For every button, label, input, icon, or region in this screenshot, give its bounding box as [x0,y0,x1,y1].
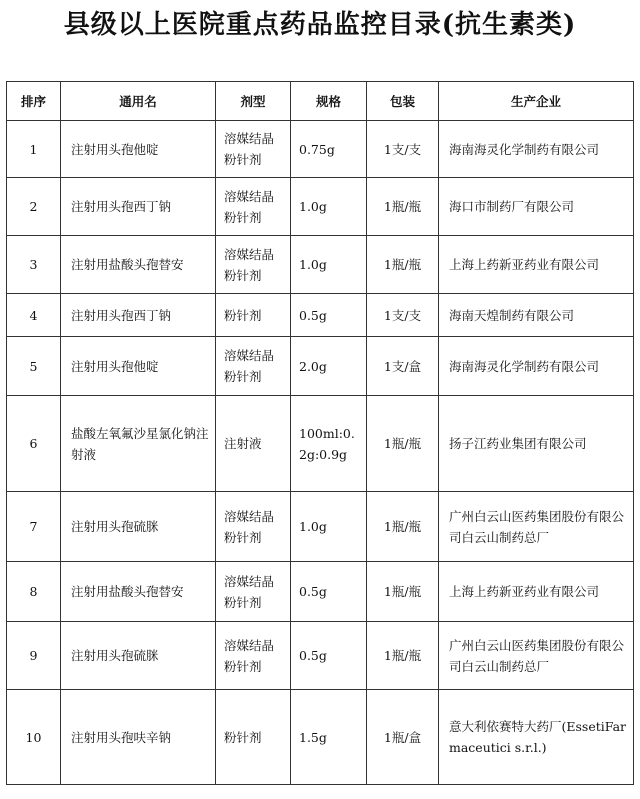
table-row [7,236,634,294]
cell-package: 1瓶/瓶 [367,396,439,492]
header-form: 剂型 [216,82,291,121]
cell-company: 上海上药新亚药业有限公司 [439,236,634,294]
table-row [7,337,634,396]
cell-spec: 0.5g [291,294,367,337]
cell-company: 海南海灵化学制药有限公司 [439,337,634,396]
cell-package: 1瓶/盒 [367,690,439,785]
cell-package: 1支/支 [367,294,439,337]
cell-name: 注射用头孢西丁钠 [61,294,216,337]
cell-index: 2 [7,178,61,236]
cell-form: 溶媒结晶粉针剂 [216,492,291,562]
cell-form: 粉针剂 [216,294,291,337]
cell-form: 溶媒结晶粉针剂 [216,562,291,622]
table-row [7,562,634,622]
cell-package: 1支/支 [367,121,439,178]
cell-company: 海口市制药厂有限公司 [439,178,634,236]
cell-form: 溶媒结晶粉针剂 [216,178,291,236]
header-company: 生产企业 [439,82,634,121]
cell-spec: 0.5g [291,562,367,622]
cell-index: 5 [7,337,61,396]
cell-package: 1瓶/瓶 [367,562,439,622]
cell-form: 溶媒结晶粉针剂 [216,622,291,690]
cell-spec: 100ml:0.2g:0.9g [291,396,367,492]
cell-company: 扬子江药业集团有限公司 [439,396,634,492]
cell-name: 注射用头孢呋辛钠 [61,690,216,785]
header-spec: 规格 [291,82,367,121]
page-title: 县级以上医院重点药品监控目录(抗生素类) [63,10,577,40]
cell-package: 1瓶/瓶 [367,178,439,236]
cell-spec: 1.5g [291,690,367,785]
cell-package: 1瓶/瓶 [367,492,439,562]
header-package: 包装 [367,82,439,121]
cell-spec: 1.0g [291,178,367,236]
cell-index: 4 [7,294,61,337]
cell-name: 注射用头孢硫脒 [61,492,216,562]
table-row [7,622,634,690]
cell-index: 10 [7,690,61,785]
table-row [7,492,634,562]
cell-form: 溶媒结晶粉针剂 [216,121,291,178]
cell-company: 上海上药新亚药业有限公司 [439,562,634,622]
cell-name: 盐酸左氧氟沙星氯化钠注射液 [61,396,216,492]
header-index: 排序 [7,82,61,121]
cell-index: 6 [7,396,61,492]
cell-company: 海南海灵化学制药有限公司 [439,121,634,178]
cell-company: 广州白云山医药集团股份有限公司白云山制药总厂 [439,492,634,562]
cell-company: 意大利依赛特大药厂(EssetiFarmaceutici s.r.l.) [439,690,634,785]
cell-spec: 1.0g [291,236,367,294]
drug-table [6,81,634,785]
cell-name: 注射用盐酸头孢替安 [61,562,216,622]
cell-package: 1支/盒 [367,337,439,396]
cell-form: 溶媒结晶粉针剂 [216,337,291,396]
table-row [7,294,634,337]
cell-index: 1 [7,121,61,178]
table-row [7,690,634,785]
cell-package: 1瓶/瓶 [367,236,439,294]
cell-spec: 1.0g [291,492,367,562]
cell-spec: 0.5g [291,622,367,690]
cell-package: 1瓶/瓶 [367,622,439,690]
cell-name: 注射用头孢他啶 [61,121,216,178]
cell-name: 注射用头孢硫脒 [61,622,216,690]
table-row [7,396,634,492]
cell-name: 注射用盐酸头孢替安 [61,236,216,294]
table-row [7,178,634,236]
cell-company: 海南天煌制药有限公司 [439,294,634,337]
cell-name: 注射用头孢他啶 [61,337,216,396]
cell-company: 广州白云山医药集团股份有限公司白云山制药总厂 [439,622,634,690]
cell-form: 注射液 [216,396,291,492]
cell-index: 3 [7,236,61,294]
table-header-row [7,82,634,121]
table-row [7,121,634,178]
cell-index: 7 [7,492,61,562]
cell-name: 注射用头孢西丁钠 [61,178,216,236]
header-name: 通用名 [61,82,216,121]
cell-index: 8 [7,562,61,622]
cell-spec: 2.0g [291,337,367,396]
cell-form: 溶媒结晶粉针剂 [216,236,291,294]
cell-index: 9 [7,622,61,690]
cell-spec: 0.75g [291,121,367,178]
cell-form: 粉针剂 [216,690,291,785]
